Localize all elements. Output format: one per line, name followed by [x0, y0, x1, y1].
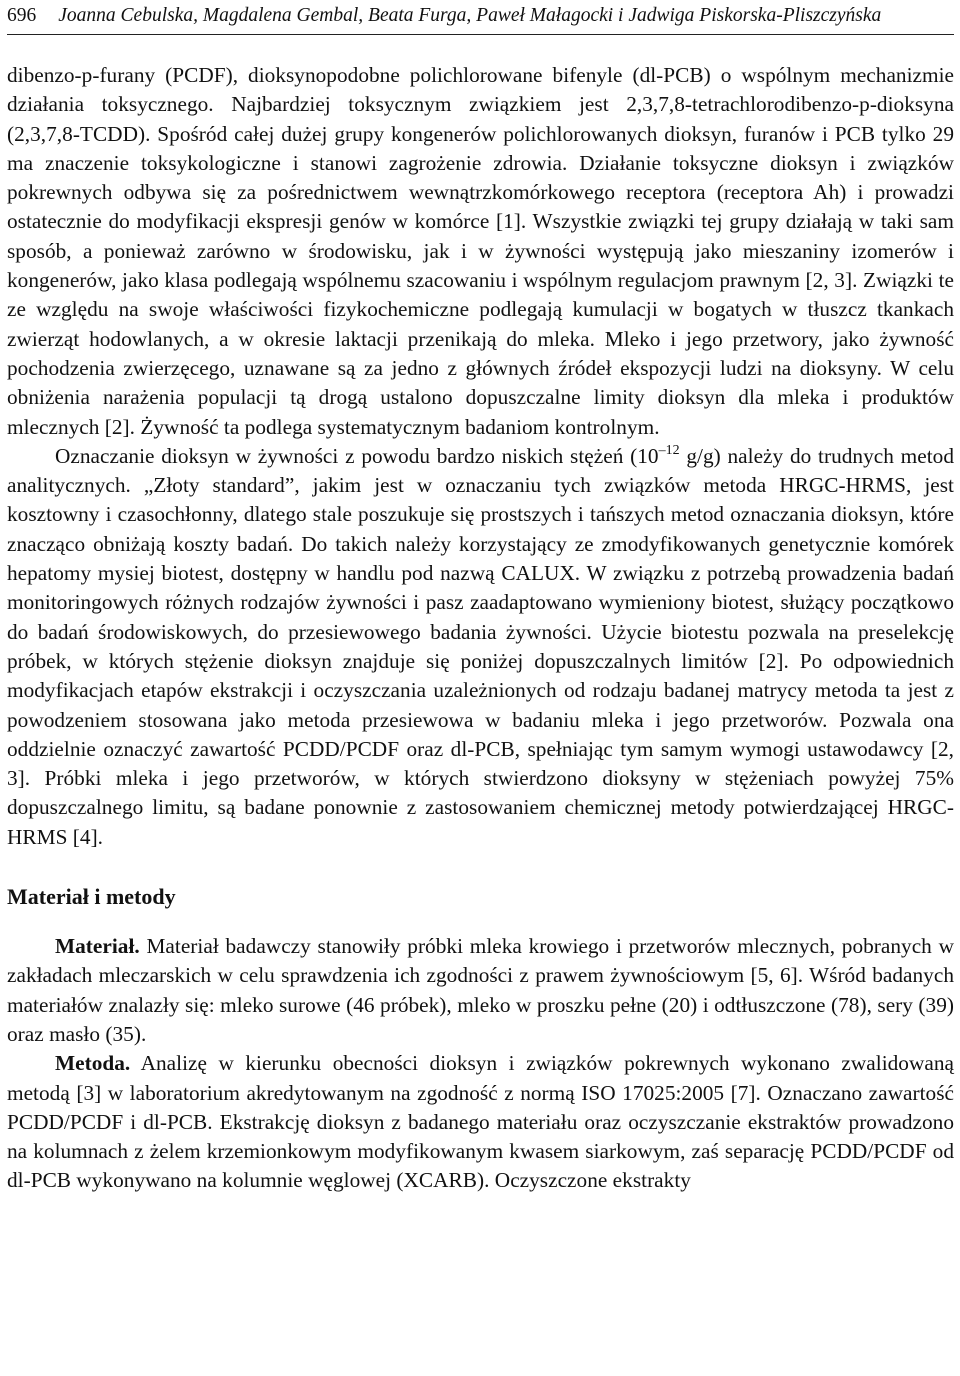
paragraph-text-start: Oznaczanie dioksyn w żywności z powodu bardzo niskich stężeń (10	[55, 443, 659, 468]
material-text: Materiał badawczy stanowiły próbki mleka krowiego i przetworów mlecznych, pobranych w zakładach mleczarskich w celu sprawdzenia ich zgodności z prawem żywnościowym [5, 6]. Wśród badanych materiałów znalazły się: mleko surowe (46 próbek), mleko w proszku pełne (20) i odtłuszczone (78), sery (39) oraz masło (35).	[7, 934, 954, 1046]
paragraph-method	[7, 1049, 954, 1195]
article-body	[7, 61, 954, 1196]
paragraph-material	[7, 932, 954, 1049]
paragraph-dioxin-toxicity: dibenzo-p-furany (PCDF), dioksynopodobne polichlorowane bifenyle (dl-PCB) o wspólnym mechanizmie działania toksycznego. Najbardziej toksycznym związkiem jest 2,3,7,8-tetrachlorodibenzo-p-dioksyna (2,3,7,8-TCDD). Spośród całej dużej grupy kongenerów polichlorowanych dioksyn, furanów i PCB tylko 29 ma znaczenie toksykologiczne i stanowi zagrożenie zdrowia. Działanie toksyczne dioksyn i związków pokrewnych odbywa się za pośrednictwem wewnątrzkomórkowego receptora (receptora Ah) i prowadzi ostatecznie do modyfikacji ekspresji genów w komórce [1]. Wszystkie związki tej grupy działają w taki sam sposób, a ponieważ zarówno w środowisku, jak i w żywności występują jako mieszaniny izomerów i kongenerów, jako klasa podlegają wspólnemu szacowaniu i wspólnym regulacjom prawnym [2, 3]. Związki te ze względu na swoje właściwości fizykochemiczne podlegają kumulacji w bogatych w tłuszcz tkankach zwierząt hodowlanych, a w okresie laktacji przenikają do mleka. Mleko i jego przetwory, jako żywność pochodzenia zwierzęcego, uznawane są za jedno z głównych źródeł ekspozycji ludzi na dioksyny. W celu obniżenia narażenia populacji tą drogą ustalono dopuszczalne limity dioksyn dla mleka i produktów mlecznych [2]. Żywność ta podlega systematycznym badaniom kontrolnym.	[7, 63, 954, 439]
paragraph-calux-method	[7, 442, 954, 852]
section-heading: Materiał i metody	[7, 884, 176, 910]
method-text: Analizę w kierunku obecności dioksyn i związków pokrewnych wykonano zwalidowaną metodą [3] w laboratorium akredytowanym na zgodność z normą ISO 17025:2005 [7]. Oznaczano zawartość PCDD/PCDF i dl-PCB. Ekstrakcję dioksyn z badanego materiału oraz oczyszczanie ekstraktów prowadzono na kolumnach z żelem krzemionkowym modyfikowanym kwasem siarkowym, zaś separację PCDD/PCDF od dl-PCB wykonywano na kolumnie węglowej (XCARB). Oczyszczone ekstrakty	[7, 1051, 954, 1193]
method-lead: Metoda.	[55, 1051, 131, 1076]
running-header	[7, 0, 954, 35]
paragraph-text-rest: g/g) należy do trudnych metod analitycznych. „Złoty standard”, jakim jest w oznaczaniu tych związków metoda HRGC-HRMS, jest kosztowny i czasochłonny, dlatego stale poszukuje się prostszych i tańszych metod oznaczania dioksyn, które znacząco obniżają koszty badań. Do takich należy korzystający ze zmodyfikowanych genetycznie komórek hepatomy mysiej biotest, dostępny w handlu pod nazwą CALUX. W związku z potrzebą prowadzenia badań monitoringowych różnych rodzajów żywności i pasz zaadaptowano wymieniony biotest, służący początkowo do badań środowiskowych, do przesiewowego badania żywności. Użycie biotestu pozwala na preselekcję próbek, w których stężenie dioksyn znajduje się poniżej dopuszczalnych limitów [2]. Po odpowiednich modyfikacjach etapów ekstrakcji i oczyszczania uzależnionych od rodzaju badanej matrycy metoda ta jest z powodzeniem stosowana jako metoda przesiewowa w badaniu mleka i jego przetworów. Pozwala ona oddzielnie oznaczyć zawartość PCDD/PCDF oraz dl-PCB, spełniając tym samym wymogi ustawodawcy [2, 3]. Próbki mleka i jego przetworów, w których stwierdzono dioksyny w stężeniach powyżej 75% dopuszczalnego limitu, są badane ponownie z zastosowaniem chemicznej metody potwierdzającej HRGC-HRMS [4].	[7, 443, 954, 849]
exponent: –12	[658, 442, 680, 458]
authors-line: Joanna Cebulska, Magdalena Gembal, Beata Furga, Paweł Małagocki i Jadwiga Piskorska-Pliszczyńska	[58, 5, 882, 26]
material-lead: Materiał.	[55, 934, 140, 959]
page-number: 696	[7, 5, 37, 26]
